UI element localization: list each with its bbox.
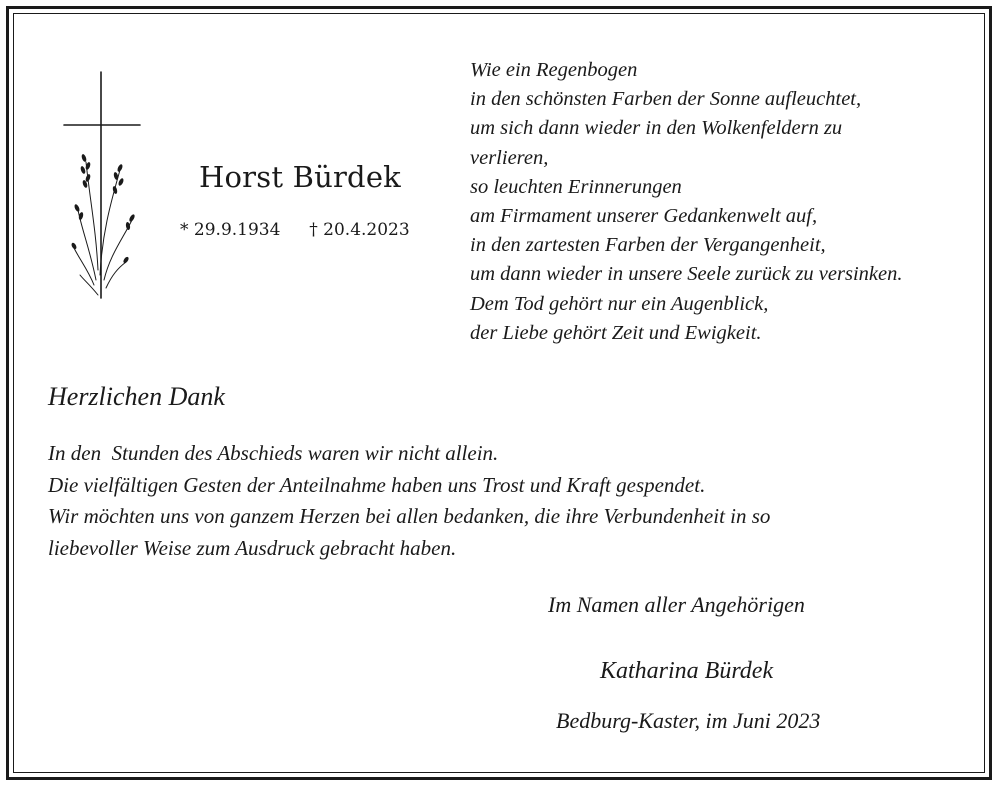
thanks-line: liebevoller Weise zum Ausdruck gebracht haben.: [48, 535, 457, 560]
poem-line: am Firmament unserer Gedankenwelt auf,: [470, 205, 818, 228]
thanks-body: [48, 438, 770, 564]
poem-line: in den zartesten Farben der Vergangenheit,: [470, 234, 826, 257]
thanks-line: In den Stunden des Abschieds waren wir nicht allein.: [48, 441, 499, 465]
birth-date: * 29.9.1934: [180, 220, 281, 240]
on-behalf-line: Im Namen aller Angehörigen: [548, 592, 805, 617]
life-dates: [180, 220, 410, 240]
poem: [470, 56, 990, 348]
cross-with-wheat-icon: [60, 70, 150, 302]
place-date: Bedburg-Kaster, im Juni 2023: [556, 708, 821, 733]
poem-line: so leuchten Erinnerungen: [470, 175, 682, 198]
signatory-name: Katharina Bürdek: [600, 658, 774, 684]
thanks-heading: Herzlichen Dank: [48, 382, 225, 411]
death-cross-icon: †: [309, 220, 318, 240]
poem-line: der Liebe gehört Zeit und Ewigkeit.: [470, 321, 762, 344]
poem-line: um dann wieder in unsere Seele zurück zu versinken.: [470, 263, 903, 286]
poem-line: verlieren,: [470, 146, 549, 169]
deceased-name: Horst Bürdek: [199, 160, 401, 194]
poem-line: Dem Tod gehört nur ein Augenblick,: [470, 292, 769, 315]
thanks-line: Die vielfältigen Gesten der Anteilnahme haben uns Trost und Kraft gespendet.: [48, 472, 706, 497]
poem-line: in den schönsten Farben der Sonne aufleuchtet,: [470, 88, 862, 111]
thanks-line: Wir möchten uns von ganzem Herzen bei allen bedanken, die ihre Verbundenheit in so: [48, 504, 771, 528]
death-date: 20.4.2023: [323, 220, 410, 240]
poem-line: um sich dann wieder in den Wolkenfeldern zu: [470, 117, 843, 140]
poem-line: Wie ein Regenbogen: [470, 59, 638, 81]
